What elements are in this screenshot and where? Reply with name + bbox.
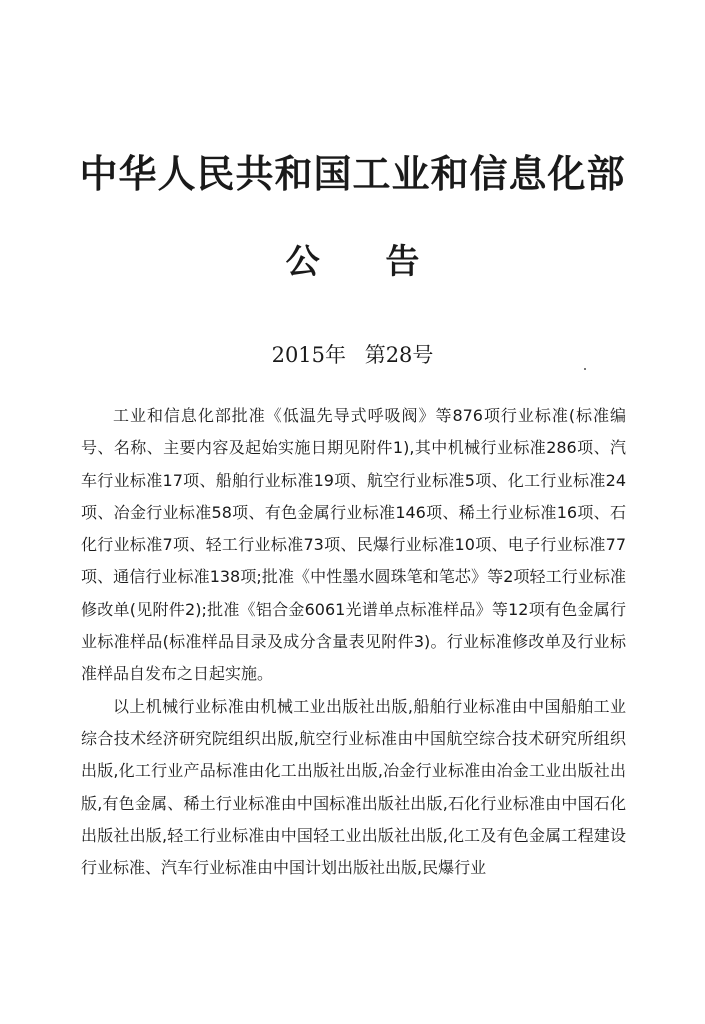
document-title: 中华人民共和国工业和信息化部 bbox=[79, 151, 626, 196]
document-body bbox=[81, 400, 626, 884]
issue-number: 2015年 第28号 bbox=[271, 343, 434, 367]
scan-speck bbox=[584, 368, 586, 370]
document-subtitle: 公 告 bbox=[285, 242, 420, 282]
body-paragraph: 以上机械行业标准由机械工业出版社出版,船舶行业标准由中国船舶工业综合技术经济研究院组织出版,航空行业标准由中国航空综合技术研究所组织出版,化工行业产品标准由化工出版社出版,冶金行业标准由冶金工业出版社出版,有色金属、稀土行业标准由中国标准出版社出版,石化行业标准由中国石化出版社出版,轻工行业标准由中国轻工业出版社出版,化工及有色金属工程建设行业标准、汽车行业标准由中国计划出版社出版,民爆行业 bbox=[81, 696, 626, 878]
body-paragraph: 工业和信息化部批准《低温先导式呼吸阀》等876项行业标准(标准编号、名称、主要内容及起始实施日期见附件1),其中机械行业标准286项、汽车行业标准17项、船舶行业标准19项、航空行业标准5项、化工行业标准24项、冶金行业标准58项、有色金属行业标准146项、稀土行业标准16项、石化行业标准7项、轻工行业标准73项、民爆行业标准10项、电子行业标准77项、通信行业标准138项;批准《中性墨水圆珠笔和笔芯》等2项轻工行业标准修改单(见附件2);批准《铝合金6061光谱单点标准样品》等12项有色金属行业标准样品(标准样品目录及成分含量表见附件3)。行业标准修改单及行业标准样品自发布之日起实施。 bbox=[81, 406, 626, 684]
